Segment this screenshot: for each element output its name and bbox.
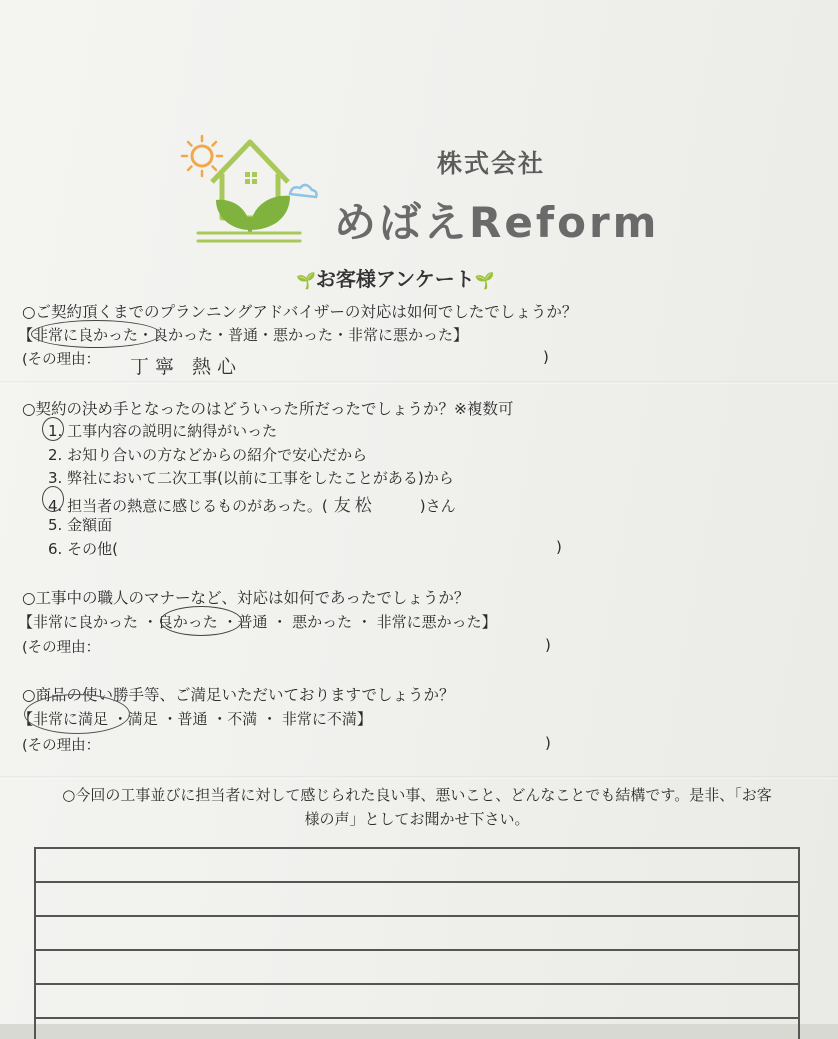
window-icon (245, 172, 257, 184)
option-4-suffix: )さん (419, 497, 456, 515)
option-6[interactable]: 6. その他( (48, 540, 118, 558)
question-4-reason-close: ) (545, 734, 551, 752)
question-3-choices[interactable]: 【非常に良かった ・良かった ・普通 ・ 悪かった ・ 非常に悪かった】 (18, 613, 497, 631)
option-5[interactable]: 5. 金額面 (48, 516, 113, 534)
fold-line (0, 381, 838, 384)
comment-line (36, 983, 798, 985)
question-4-reason-label: (その理由： (22, 738, 101, 754)
question-5-line-1: ○今回の工事並びに担当者に対して感じられた良い事、悪いこと、どんなことでも結構です。是非、「お客 (62, 786, 772, 804)
option-4-label: 4. 担当者の熱意に感じるものがあった。( (48, 497, 328, 515)
option-6-close: ) (556, 538, 562, 556)
option-2[interactable]: 2. お知り合いの方などからの紹介で安心だから (48, 446, 368, 464)
survey-title-text: お客様アンケート (315, 267, 475, 291)
question-5 (17, 783, 817, 831)
option-3[interactable]: 3. 弊社において二次工事(以前に工事をしたことがある)から (48, 469, 454, 487)
sprout-icon: 🌱 (296, 271, 316, 290)
company-logo (172, 122, 320, 250)
selection-circle (42, 417, 64, 441)
option-4[interactable] (48, 491, 456, 516)
sun-icon (182, 136, 222, 176)
selection-circle (160, 606, 242, 636)
comment-line (36, 881, 798, 883)
company-name: めばえReform (334, 198, 660, 247)
question-1-reason-label: (その理由： (22, 352, 101, 368)
question-1-choices[interactable]: 【非常に良かった・良かった・普通・悪かった・非常に悪かった】 (18, 326, 469, 344)
question-2: ○契約の決め手となったのはどういった所だったでしょうか？※複数可 (22, 400, 514, 418)
company-type: 株式会社 (437, 149, 546, 178)
option-4-name[interactable]: 友松 (333, 496, 376, 516)
comment-line (36, 915, 798, 917)
question-1-reason-answer[interactable]: 丁寧 熱心 (130, 356, 243, 378)
sprout-icon: 🌱 (474, 271, 495, 290)
question-4: ○商品の使い勝手等、ご満足いただいておりますでしょうか？ (22, 686, 455, 704)
survey-title (296, 263, 495, 292)
question-4-choices[interactable]: 【非常に満足 ・満足 ・普通 ・不満 ・ 非常に不満】 (18, 710, 372, 728)
selection-circle (42, 486, 64, 512)
comment-box[interactable] (34, 847, 800, 1039)
comment-line (36, 949, 798, 951)
sprout-icon (216, 196, 290, 230)
question-3: ○工事中の職人のマナーなど、対応は如何であったでしょうか？ (22, 589, 470, 607)
option-1[interactable]: 1. 工事内容の説明に納得がいった (48, 422, 278, 440)
question-1: ○ご契約頂くまでのプランニングアドバイザーの対応は如何でしたでしょうか？ (22, 303, 578, 321)
fold-line (0, 776, 838, 779)
comment-line (36, 1017, 798, 1019)
selection-circle (31, 320, 161, 348)
question-5-line-2: 様の声」としてお聞かせ下さい。 (304, 810, 530, 828)
selection-circle (24, 694, 130, 734)
cloud-icon (290, 185, 317, 197)
question-3-reason-close: ) (545, 636, 551, 654)
question-1-reason-close: ) (543, 348, 549, 366)
question-3-reason-label: (その理由： (22, 640, 101, 656)
